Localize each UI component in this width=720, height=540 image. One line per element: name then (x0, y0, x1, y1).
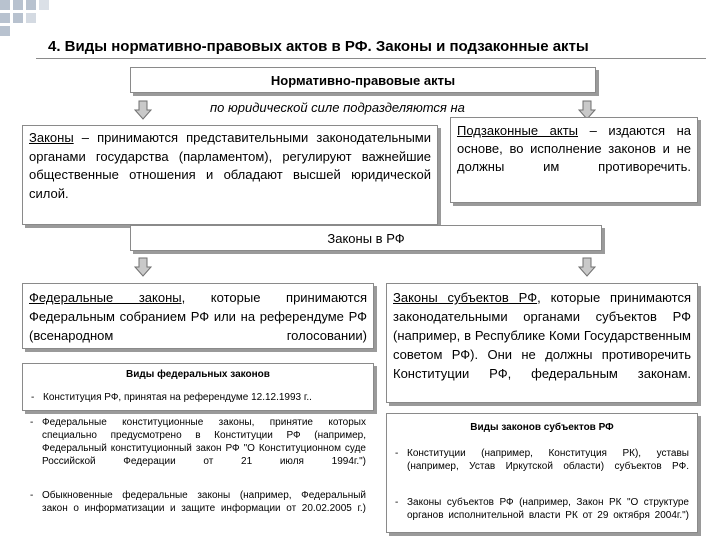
list-item-text: Федеральные конституционные законы, принятие которых специально предусмотрено в Конституции РФ (например, Федеральный конституционный закон РФ "О Конституционном суде Российской Федерации от 21 июля 1994г.") (42, 417, 366, 467)
subject-laws-box (386, 283, 698, 403)
federal-law-types-list (22, 414, 374, 530)
subordinate-acts-box (450, 117, 698, 203)
federal-law-types-box (22, 363, 374, 411)
down-arrow-icon (578, 257, 596, 277)
list-item: - Законы субъектов РФ (например, Закон РК "О структуре органов исполнительной власти РК от 29 октября 2004г.") (395, 497, 689, 521)
corner-decoration (39, 0, 49, 10)
list-item: - Конституция РФ, принятая на референдуме 12.12.1993 г.. (31, 392, 312, 403)
list-item-text: Законы субъектов РФ (например, Закон РК "О структуре органов исполнительной власти РК от 29 октября 2004г.") (407, 497, 689, 521)
normative-acts-label: Нормативно-правовые акты (270, 73, 456, 88)
down-arrow-icon (134, 100, 152, 120)
down-arrow-icon (134, 257, 152, 277)
federal-law-types-heading: Виды федеральных законов (126, 369, 270, 380)
title-rule (36, 58, 706, 59)
list-item-text: Обыкновенные федеральные законы (например, Федеральный закон о информатизации и защите информации от 20.02.2005 г.) (42, 490, 366, 514)
page-title: 4. Виды нормативно-правовых актов в РФ. Законы и подзаконные акты (48, 38, 589, 55)
laws-definition-box (22, 125, 438, 225)
corner-decoration (0, 0, 10, 10)
laws-rf-box (130, 225, 602, 251)
corner-decoration (0, 13, 10, 23)
corner-decoration (13, 0, 23, 10)
corner-decoration (13, 13, 23, 23)
corner-decoration (26, 13, 36, 23)
laws-rf-label: Законы в РФ (327, 231, 405, 246)
corner-decoration (26, 0, 36, 10)
subject-law-types-heading: Виды законов субъектов РФ (470, 422, 614, 433)
subordinate-term: Подзаконные акты (457, 123, 579, 138)
division-caption: по юридической силе подразделяются на (210, 100, 465, 115)
list-item: - Федеральные конституционные законы, принятие которых специально предусмотрено в Конституции РФ (например, Федеральный конституционный закон РФ "О Конституционном суде Российской Федерации от 21 июля 1994г.") (30, 417, 366, 467)
federal-laws-definition: , которые принимаются Федеральным собранием РФ или на референдуме РФ (всенародном голосовании) (29, 290, 367, 343)
list-item: - Обыкновенные федеральные законы (например, Федеральный закон о информатизации и защите информации от 20.02.2005 г.) (30, 490, 366, 514)
list-item-text: Конституции (например, Конституция РК), уставы (например, Устав Иркутской области) субъектов РФ. (407, 448, 689, 472)
subject-laws-term: Законы субъектов РФ (393, 290, 538, 305)
normative-acts-box (130, 67, 596, 93)
subject-laws-definition: , которые принимаются законодательными органами субъектов РФ (например, в Республике Коми Государственным советом РФ). Они не должны противоречить Конституции РФ, федеральным законам. (393, 290, 691, 381)
subject-law-types-box (386, 413, 698, 533)
laws-term: Законы (29, 130, 74, 145)
list-item: - Конституции (например, Конституция РК), уставы (например, Устав Иркутской области) субъектов РФ. (395, 448, 689, 472)
corner-decoration (0, 26, 10, 36)
list-item-text: Конституция РФ, принятая на референдуме 12.12.1993 г.. (43, 392, 312, 403)
laws-definition: – принимаются представительными законодательными органами государства (парламентом), регулируют важнейшие общественные отношения и обладают высшей юридической силой. (29, 130, 431, 201)
federal-laws-box (22, 283, 374, 349)
federal-laws-term: Федеральные законы (29, 290, 182, 305)
subordinate-definition: – издаются на основе, во исполнение законов и не должны им противоречить. (457, 123, 691, 174)
